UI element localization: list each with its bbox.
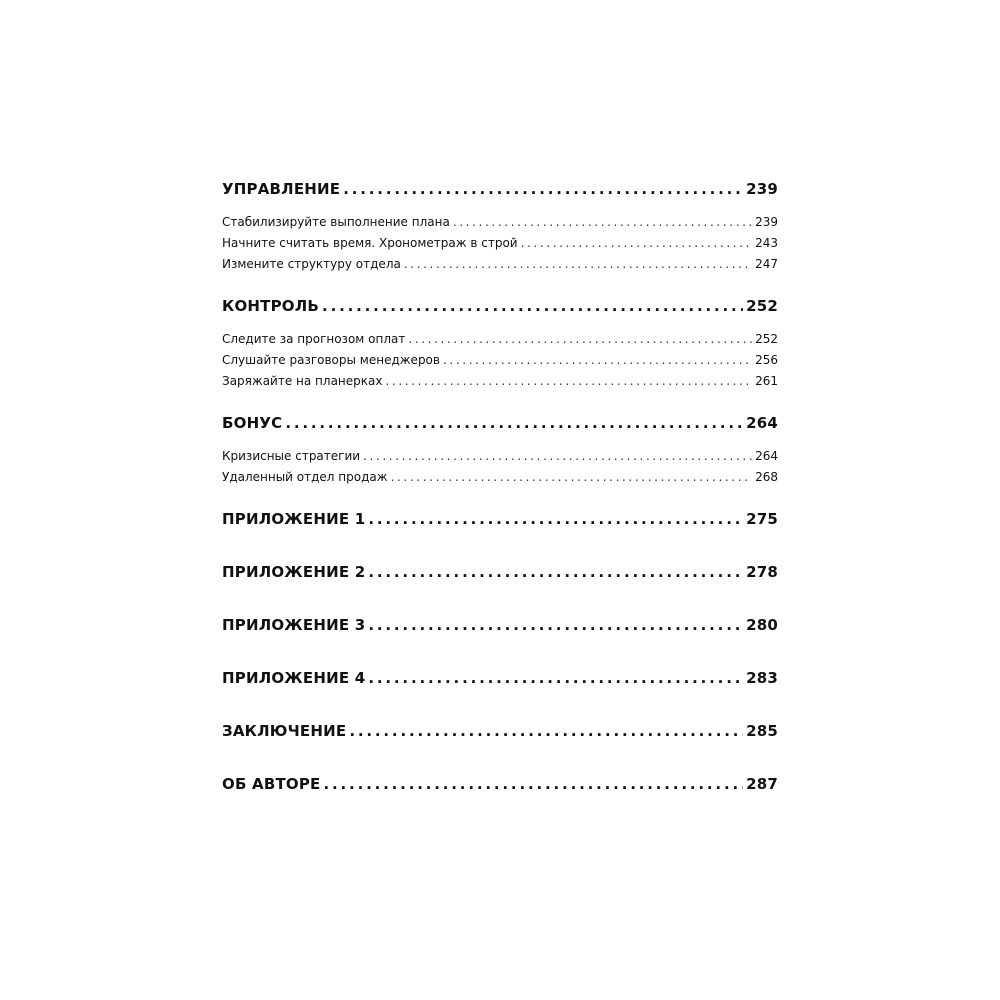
toc-page-number: 239 bbox=[755, 212, 778, 233]
toc-entry-title: Кризисные стратегии bbox=[222, 446, 360, 467]
toc-entry[interactable] bbox=[222, 254, 778, 275]
toc-entry-title: Измените структуру отдела bbox=[222, 254, 401, 275]
toc-page-number: 283 bbox=[746, 665, 778, 691]
toc-section-heading[interactable] bbox=[222, 176, 778, 202]
toc-page-number: 243 bbox=[755, 233, 778, 254]
toc-entry-title: Слушайте разговоры менеджеров bbox=[222, 350, 440, 371]
table-of-contents bbox=[222, 176, 778, 824]
toc-chapter-title: ЗАКЛЮЧЕНИЕ bbox=[222, 718, 346, 744]
dot-leader bbox=[453, 212, 752, 233]
toc-section-title: БОНУС bbox=[222, 410, 282, 436]
toc-entry-title: Следите за прогнозом оплат bbox=[222, 329, 405, 350]
dot-leader bbox=[391, 467, 753, 488]
toc-page-number: 256 bbox=[755, 350, 778, 371]
toc-page-number: 268 bbox=[755, 467, 778, 488]
toc-page-number: 264 bbox=[746, 410, 778, 436]
dot-leader bbox=[368, 506, 743, 532]
toc-page-number: 261 bbox=[755, 371, 778, 392]
toc-chapter-conclusion[interactable] bbox=[222, 718, 778, 744]
toc-entry-title: Удаленный отдел продаж bbox=[222, 467, 388, 488]
toc-section-bonus bbox=[222, 410, 778, 488]
dot-leader bbox=[368, 665, 743, 691]
dot-leader bbox=[385, 371, 752, 392]
dot-leader bbox=[285, 410, 743, 436]
dot-leader bbox=[408, 329, 752, 350]
toc-page-number: 252 bbox=[755, 329, 778, 350]
toc-chapter-appendix-2[interactable] bbox=[222, 559, 778, 585]
toc-section-title: КОНТРОЛЬ bbox=[222, 293, 319, 319]
toc-page-number: 278 bbox=[746, 559, 778, 585]
dot-leader bbox=[404, 254, 752, 275]
toc-section-management bbox=[222, 176, 778, 275]
toc-entry[interactable] bbox=[222, 350, 778, 371]
toc-chapter-title: ОБ АВТОРЕ bbox=[222, 771, 320, 797]
toc-entry-title: Заряжайте на планерках bbox=[222, 371, 382, 392]
dot-leader bbox=[349, 718, 743, 744]
toc-entry[interactable] bbox=[222, 446, 778, 467]
toc-chapter-appendix-1[interactable] bbox=[222, 506, 778, 532]
dot-leader bbox=[363, 446, 752, 467]
toc-entry[interactable] bbox=[222, 212, 778, 233]
toc-page-number: 285 bbox=[746, 718, 778, 744]
toc-entry[interactable] bbox=[222, 467, 778, 488]
toc-page-number: 252 bbox=[746, 293, 778, 319]
toc-entry[interactable] bbox=[222, 233, 778, 254]
toc-chapter-appendix-4[interactable] bbox=[222, 665, 778, 691]
toc-page-number: 275 bbox=[746, 506, 778, 532]
toc-page-number: 247 bbox=[755, 254, 778, 275]
dot-leader bbox=[443, 350, 752, 371]
dot-leader bbox=[521, 233, 752, 254]
toc-entry-title: Стабилизируйте выполнение плана bbox=[222, 212, 450, 233]
toc-chapter-title: ПРИЛОЖЕНИЕ 3 bbox=[222, 612, 365, 638]
toc-chapter-title: ПРИЛОЖЕНИЕ 2 bbox=[222, 559, 365, 585]
toc-chapter-title: ПРИЛОЖЕНИЕ 4 bbox=[222, 665, 365, 691]
dot-leader bbox=[368, 559, 743, 585]
toc-section-heading[interactable] bbox=[222, 410, 778, 436]
toc-entry[interactable] bbox=[222, 371, 778, 392]
dot-leader bbox=[368, 612, 743, 638]
toc-entry[interactable] bbox=[222, 329, 778, 350]
toc-chapter-title: ПРИЛОЖЕНИЕ 1 bbox=[222, 506, 365, 532]
toc-section-control bbox=[222, 293, 778, 392]
toc-page-number: 239 bbox=[746, 176, 778, 202]
toc-page-number: 264 bbox=[755, 446, 778, 467]
toc-page-number: 287 bbox=[746, 771, 778, 797]
toc-chapter-appendix-3[interactable] bbox=[222, 612, 778, 638]
toc-chapter-about-author[interactable] bbox=[222, 771, 778, 797]
dot-leader bbox=[322, 293, 743, 319]
toc-section-title: УПРАВЛЕНИЕ bbox=[222, 176, 340, 202]
dot-leader bbox=[343, 176, 743, 202]
toc-page-number: 280 bbox=[746, 612, 778, 638]
toc-entry-title: Начните считать время. Хронометраж в строй bbox=[222, 233, 518, 254]
toc-section-heading[interactable] bbox=[222, 293, 778, 319]
dot-leader bbox=[323, 771, 743, 797]
